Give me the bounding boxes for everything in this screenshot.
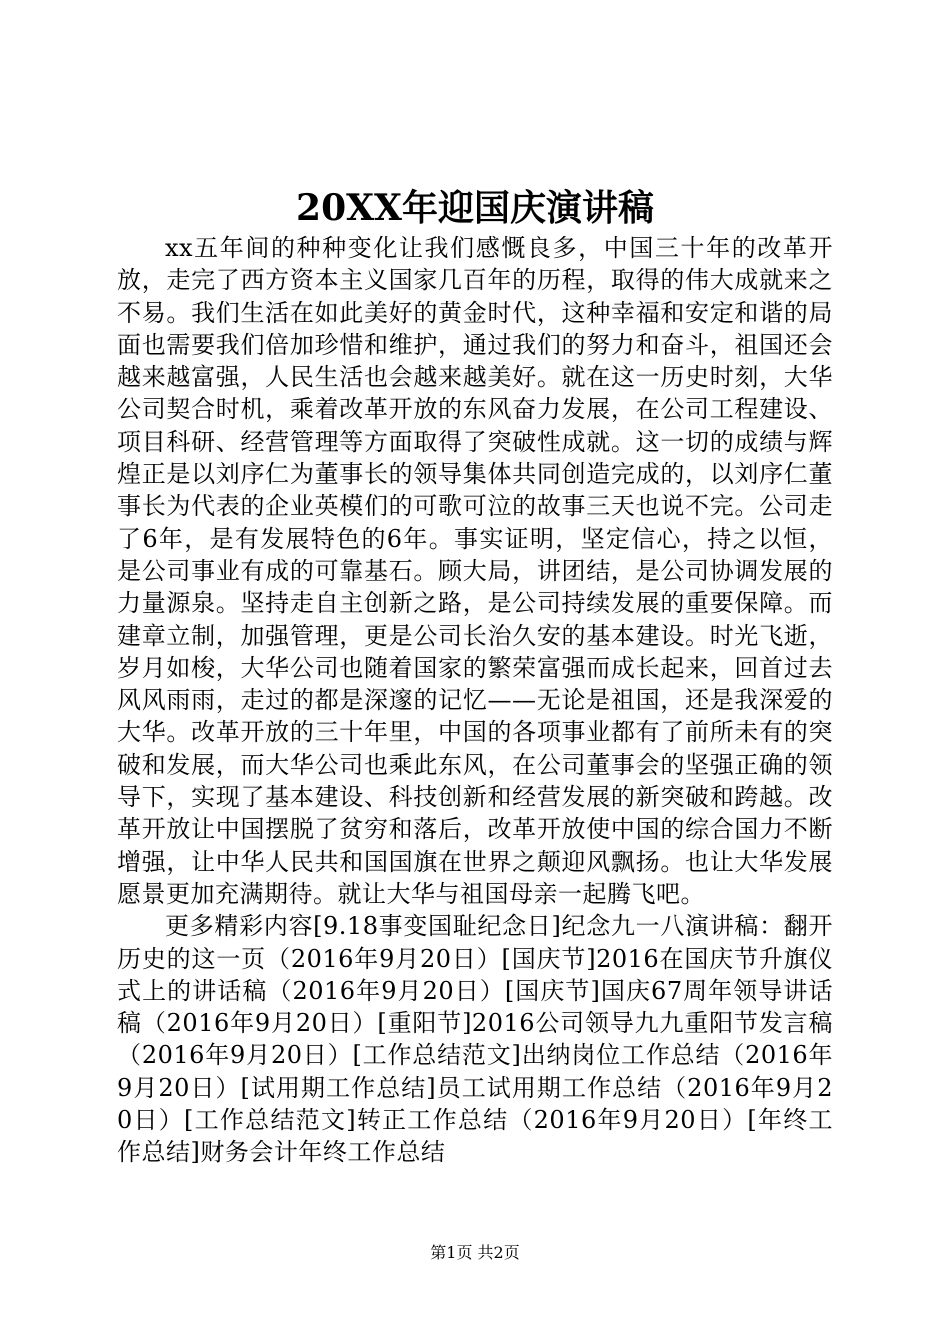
document-body xyxy=(117,232,833,1169)
page-number-footer: 第1页 共2页 xyxy=(430,1243,520,1262)
paragraph-more-content: 更多精彩内容[9.18事变国耻纪念日]纪念九一八演讲稿：翻开历史的这一页（2016年9月20日）[国庆节]2016在国庆节升旗仪式上的讲话稿（2016年9月20日）[国庆节]国庆67周年领导讲话稿（2016年9月20日）[重阳节]2016公司领导九九重阳节发言稿（2016年9月20日）[工作总结范文]出纳岗位工作总结（2016年9月20日）[试用期工作总结]员工试用期工作总结（2016年9月20日）[工作总结范文]转正工作总结（2016年9月20日）[年终工作总结]财务会计年终工作总结 xyxy=(117,912,833,1167)
page-title: 20XX年迎国庆演讲稿 xyxy=(296,187,654,229)
paragraph-main: xx五年间的种种变化让我们感慨良多，中国三十年的改革开放，走完了西方资本主义国家几百年的历程，取得的伟大成就来之不易。我们生活在如此美好的黄金时代，这种幸福和安定和谐的局面也需要我们倍加珍惜和维护，通过我们的努力和奋斗，祖国还会越来越富强，人民生活也会越来越美好。就在这一历史时刻，大华公司契合时机，乘着改革开放的东风奋力发展，在公司工程建设、项目科研、经营管理等方面取得了突破性成就。这一切的成绩与辉煌正是以刘序仁为董事长的领导集体共同创造完成的，以刘序仁董事长为代表的企业英模们的可歌可泣的故事三天也说不完。公司走了6年，是有发展特色的6年。事实证明，坚定信心，持之以恒，是公司事业有成的可靠基石。顾大局，讲团结，是公司协调发展的力量源泉。坚持走自主创新之路，是公司持续发展的重要保障。而建章立制，加强管理，更是公司长治久安的基本建设。时光飞逝，岁月如梭，大华公司也随着国家的繁荣富强而成长起来，回首过去风风雨雨，走过的都是深邃的记忆——无论是祖国，还是我深爱的大华。改革开放的三十年里，中国的各项事业都有了前所未有的突破和发展，而大华公司也乘此东风，在公司董事会的坚强正确的领导下，实现了基本建设、科技创新和经营发展的新突破和跨越。改革开放让中国摆脱了贫穷和落后，改革开放使中国的综合国力不断增强，让中华人民共和国国旗在世界之颠迎风飘扬。也让大华发展愿景更加充满期待。就让大华与祖国母亲一起腾飞吧。 xyxy=(117,234,833,908)
